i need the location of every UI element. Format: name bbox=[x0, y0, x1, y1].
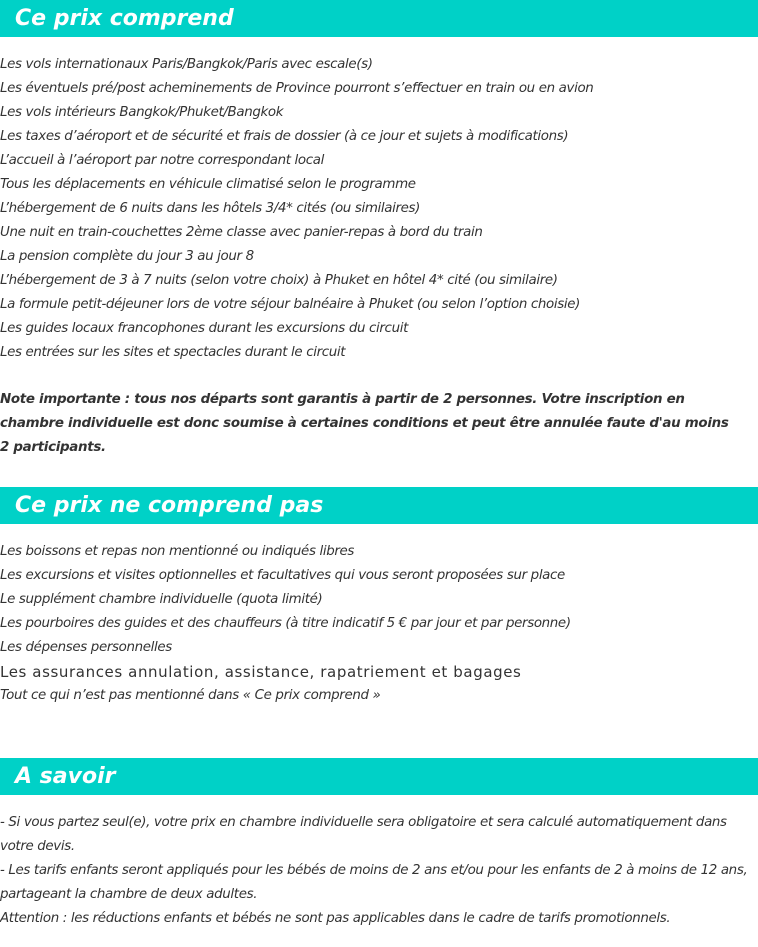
info-paragraph: - Les tarifs enfants seront appliqués pour les bébés de moins de 2 ans et/ou pour les enfants de 2 à moins de 12 ans, partageant la chambre de deux adultes. bbox=[0, 863, 748, 902]
list-item: Les assurances annulation, assistance, rapatriement et bagages bbox=[0, 663, 522, 681]
list-item: Les excursions et visites optionnelles et facultatives qui vous seront proposées sur place bbox=[0, 568, 565, 583]
list-item: Tous les déplacements en véhicule climatisé selon le programme bbox=[0, 177, 416, 192]
list-item: Les éventuels pré/post acheminements de Province pourront s’effectuer en train ou en avion bbox=[0, 81, 594, 96]
includes-list bbox=[0, 53, 756, 365]
info-paragraph: Attention : les réductions enfants et bébés ne sont pas applicables dans le cadre de tarifs promotionnels. bbox=[0, 911, 671, 926]
list-item: Une nuit en train-couchettes 2ème classe avec panier-repas à bord du train bbox=[0, 225, 483, 240]
list-item: L’hébergement de 6 nuits dans les hôtels 3/4* cités (ou similaires) bbox=[0, 201, 421, 216]
list-item: Les entrées sur les sites et spectacles durant le circuit bbox=[0, 345, 346, 360]
list-item: Les dépenses personnelles bbox=[0, 640, 172, 655]
section-title-excludes: Ce prix ne comprend pas bbox=[0, 487, 758, 524]
list-item: La formule petit-déjeuner lors de votre séjour balnéaire à Phuket (ou selon l’option choisie) bbox=[0, 297, 581, 312]
info-paragraph: - Si vous partez seul(e), votre prix en chambre individuelle sera obligatoire et sera calculé automatiquement dans votre devis. bbox=[0, 815, 727, 854]
list-item: Les boissons et repas non mentionné ou indiqués libres bbox=[0, 544, 355, 559]
list-item: Les pourboires des guides et des chauffeurs (à titre indicatif 5 € par jour et par personne) bbox=[0, 616, 571, 631]
list-item: L’hébergement de 3 à 7 nuits (selon votre choix) à Phuket en hôtel 4* cité (ou similaire) bbox=[0, 273, 558, 288]
excludes-list bbox=[0, 540, 756, 708]
list-item: Les vols internationaux Paris/Bangkok/Paris avec escale(s) bbox=[0, 57, 373, 72]
section-title-includes: Ce prix comprend bbox=[0, 0, 758, 37]
important-note: Note importante : tous nos départs sont garantis à partir de 2 personnes. Votre inscription en chambre individuelle est donc soumise à certaines conditions et peut être annulée faute d'au moins 2 participants. bbox=[0, 392, 729, 455]
list-item: Les vols intérieurs Bangkok/Phuket/Bangkok bbox=[0, 105, 284, 120]
list-item: Les guides locaux francophones durant les excursions du circuit bbox=[0, 321, 408, 336]
list-item: La pension complète du jour 3 au jour 8 bbox=[0, 249, 254, 264]
section-title-info: A savoir bbox=[0, 758, 758, 795]
list-item: Les taxes d’aéroport et de sécurité et frais de dossier (à ce jour et sujets à modifications) bbox=[0, 129, 569, 144]
list-item: Tout ce qui n’est pas mentionné dans « Ce prix comprend » bbox=[0, 688, 381, 703]
list-item: Le supplément chambre individuelle (quota limité) bbox=[0, 592, 323, 607]
list-item: L’accueil à l’aéroport par notre correspondant local bbox=[0, 153, 325, 168]
